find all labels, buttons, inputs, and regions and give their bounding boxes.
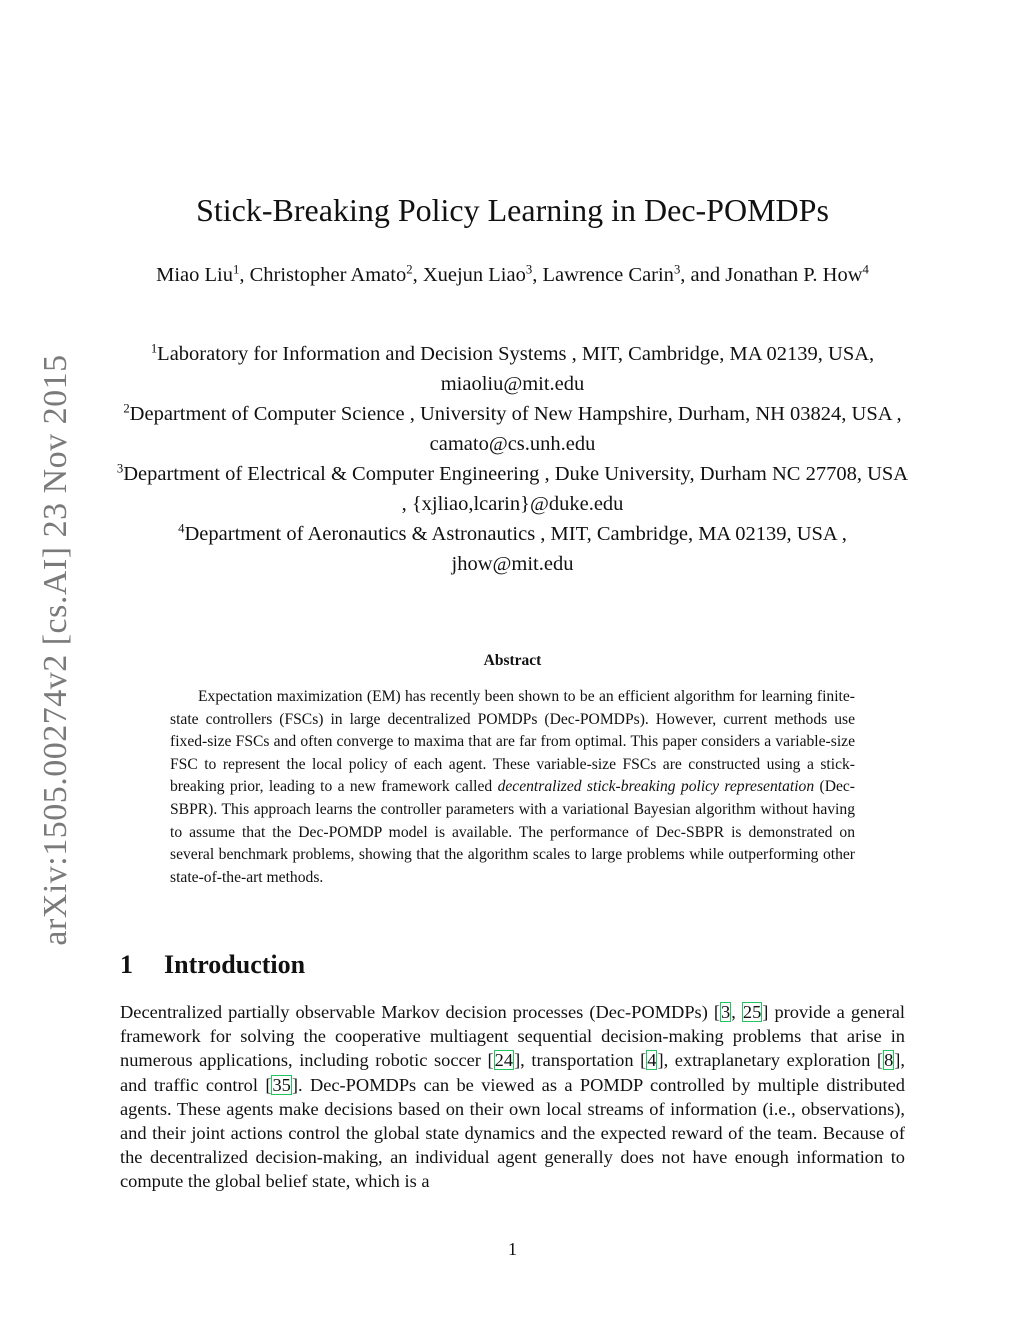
- affiliation-text: Department of Aeronautics & Astronautics , MIT, Cambridge, MA 02139, USA , jhow@mit.edu: [184, 523, 847, 575]
- affiliation: [116, 519, 909, 579]
- intro-text: ,: [731, 1002, 742, 1022]
- affiliation: [116, 459, 909, 519]
- page-number: 1: [508, 1239, 517, 1259]
- paper-title: Stick-Breaking Policy Learning in Dec-POMDPs: [196, 192, 829, 228]
- abstract-text: (Dec-SBPR). This approach learns the controller parameters with a variational Bayesian algorithm without having to assume that the Dec-POMDP model is available. The performance of Dec-SBPR is demonstrated on several benchmark problems, showing that the algorithm scales to large problems while outperforming other state-of-the-art methods.: [170, 778, 856, 886]
- affiliation-text: Department of Computer Science , University of New Hampshire, Durham, NH 03824, USA , camato@cs.unh.edu: [129, 403, 902, 455]
- affiliation-text: Laboratory for Information and Decision Systems , MIT, Cambridge, MA 02139, USA, miaoliu@mit.edu: [157, 343, 875, 395]
- affiliation: [116, 339, 909, 399]
- section-heading: [120, 948, 905, 982]
- author-affiliation-marker: 3: [673, 262, 681, 277]
- intro-text: ], extraplanetary exploration [: [657, 1050, 884, 1071]
- intro-paragraph: [120, 1000, 905, 1194]
- affiliation-text: Department of Electrical & Computer Engineering , Duke University, Durham NC 27708, USA , {xjliao,lcarin}@duke.edu: [123, 463, 909, 515]
- author-separator: ,: [412, 264, 423, 286]
- intro-text: ], transportation [: [514, 1050, 647, 1071]
- citation-link[interactable]: 4: [647, 1050, 657, 1071]
- author-name: Miao Liu: [156, 264, 233, 286]
- abstract-text: Expectation maximization (EM) has recently been shown to be an efficient algorithm for learning finite-state controllers (FSCs) in large decentralized POMDPs (Dec-POMDPs). However, current methods use fixed-size FSCs and often converge to maxima that are far from optimal. This paper considers a variable-size FSC to represent the local policy of each agent. These variable-size FSCs are constructed using a stick-breaking prior, leading to a new framework called: [170, 688, 855, 796]
- affiliation-marker: 1: [150, 341, 158, 356]
- affiliation-marker: 4: [178, 521, 185, 536]
- section-title: Introduction: [164, 950, 306, 979]
- citation-link[interactable]: 25: [742, 1002, 762, 1022]
- author-separator: , and: [680, 264, 726, 286]
- author-affiliation-marker: 1: [233, 262, 240, 277]
- author-list: [116, 260, 909, 290]
- author-affiliation-marker: 2: [406, 262, 413, 277]
- citation-link[interactable]: 35: [272, 1074, 291, 1095]
- affiliation-marker: 2: [123, 401, 130, 416]
- author-name: Xuejun Liao: [422, 264, 526, 286]
- abstract-heading: Abstract: [483, 652, 542, 669]
- author-affiliation-marker: 3: [525, 262, 533, 277]
- author-name: Christopher Amato: [249, 264, 407, 286]
- intro-text: Decentralized partially observable Markov decision processes (Dec-POMDPs) [: [120, 1002, 721, 1022]
- citation-link[interactable]: 24: [494, 1050, 514, 1071]
- author-separator: ,: [532, 264, 543, 286]
- author-separator: ,: [239, 264, 250, 286]
- intro-text: ] provide a general framework for solving the cooperative multiagent sequential decision-making problems that arise in numerous applications, including robotic soccer [: [120, 1002, 905, 1071]
- arxiv-identifier-stamp: arXiv:1505.00274v2 [cs.AI] 23 Nov 2015: [37, 354, 74, 946]
- section-number: 1: [120, 950, 133, 979]
- citation-link[interactable]: 3: [721, 1002, 731, 1022]
- abstract-emphasis: decentralized stick-breaking policy representation: [497, 778, 815, 796]
- abstract-paragraph: [170, 686, 855, 889]
- citation-link[interactable]: 8: [884, 1050, 894, 1071]
- affiliation-list: [116, 339, 909, 579]
- author-name: Lawrence Carin: [542, 264, 674, 286]
- affiliation-marker: 3: [116, 461, 124, 476]
- author-affiliation-marker: 4: [862, 262, 869, 277]
- author-name: Jonathan P. How: [725, 264, 863, 286]
- affiliation: [116, 399, 909, 459]
- intro-text: ], and traffic control [: [120, 1050, 905, 1095]
- intro-text: ]. Dec-POMDPs can be viewed as a POMDP controlled by multiple distributed agents. These agents make decisions based on their own local streams of information (i.e., observations), and their joint actions control the global state dynamics and the expected reward of the team. Because of the decentralized decision-making, an individual agent generally does not have enough information to compute the global belief state, which is a: [120, 1074, 905, 1192]
